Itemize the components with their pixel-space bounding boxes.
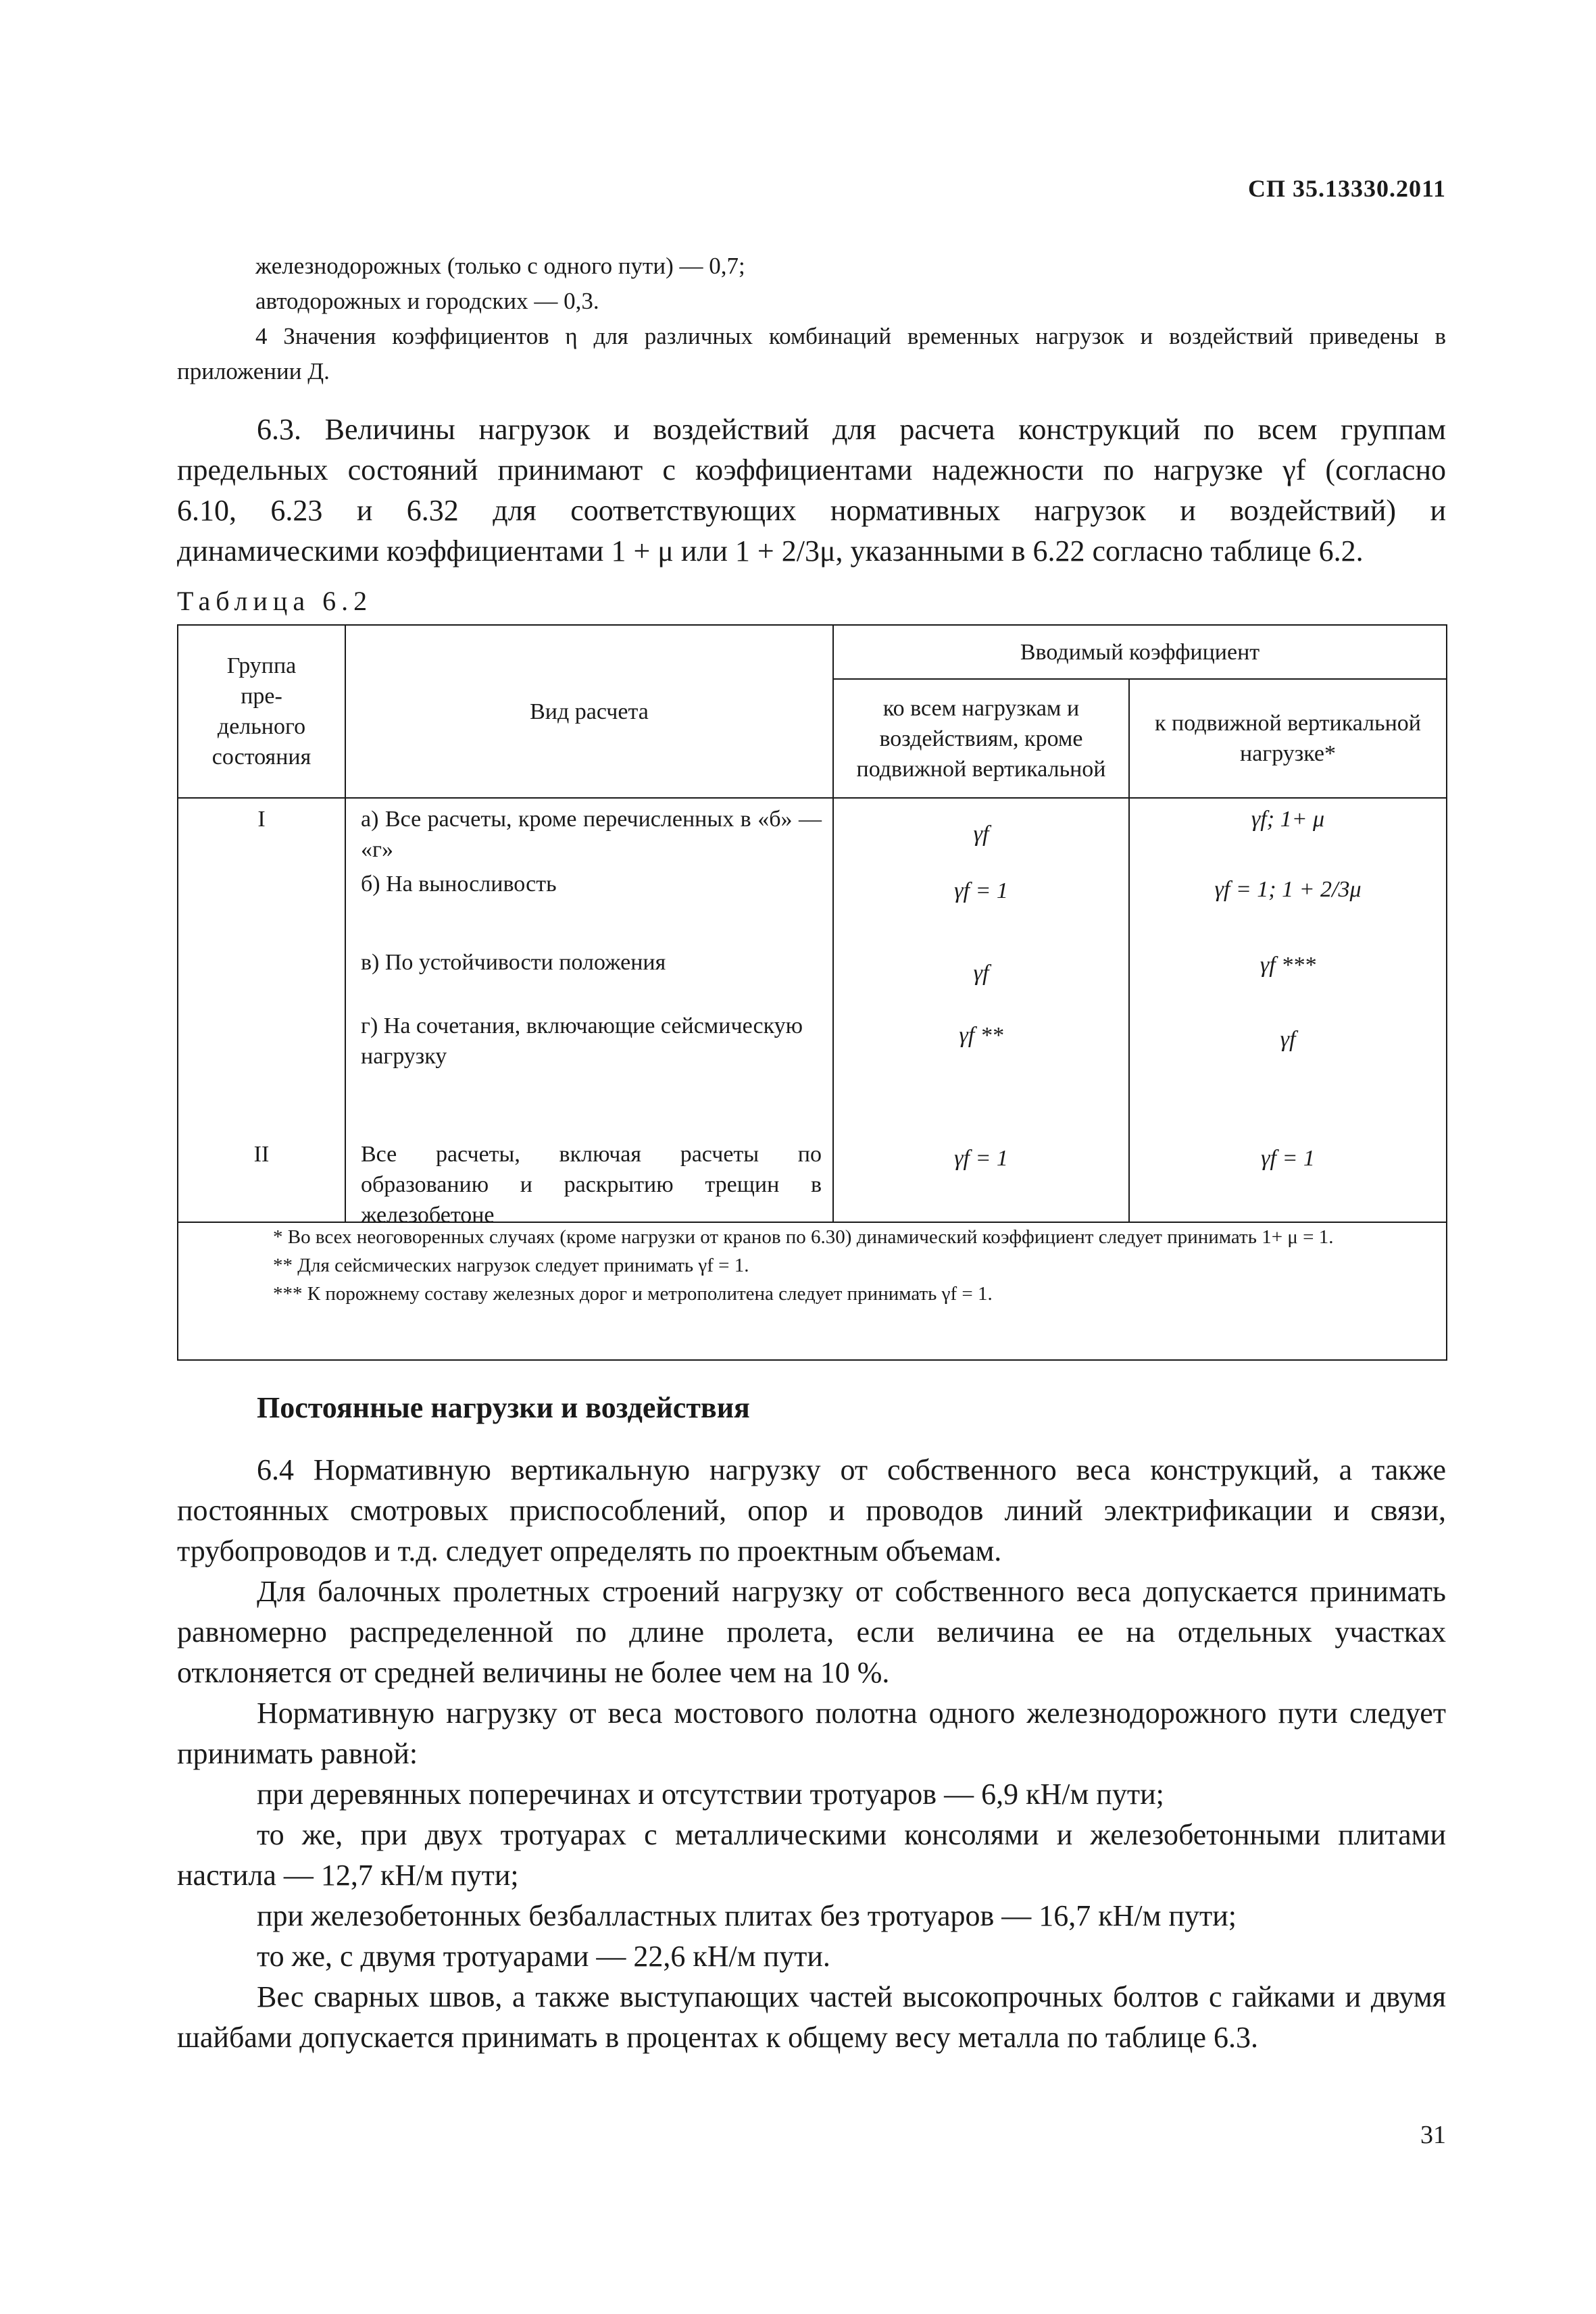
- calc-row: в) По устойчивости положения: [361, 950, 666, 975]
- notes-block: [255, 249, 1446, 319]
- header-all-loads: ко всем нагрузкам и воздействиям, кроме подвижной вертикальной: [833, 679, 1129, 798]
- para-6-3-line: предельных состояний принимают с коэффициентами надежности по нагрузке γf (согласно: [177, 453, 1446, 486]
- header-group: [178, 625, 345, 798]
- header-coefficient: Вводимый коэффициент: [833, 625, 1447, 679]
- table-footnotes: [178, 1222, 1447, 1360]
- paragraph-weld: Вес сварных швов, а также выступающих частей высокопрочных болтов с гайками и двумя шайбами допускается принимать в процентах к общему весу металла по таблице 6.3.: [177, 1980, 1446, 2054]
- deck-item: при деревянных поперечинах и отсутствии тротуаров — 6,9 кН/м пути;: [257, 1778, 1164, 1811]
- note-line-railway: железнодорожных (только с одного пути) — 0,7;: [255, 253, 745, 279]
- footnote-1: * Во всех неоговоренных случаях (кроме нагрузки от кранов по 6.30) динамический коэффициент следует принимать 1+ μ = 1.: [273, 1226, 1334, 1248]
- note-line-road: автодорожных и городских — 0,3.: [255, 288, 599, 314]
- header-group-line: Группа: [226, 653, 297, 678]
- paragraph-beam: Для балочных пролетных строений нагрузку от собственного веса допускается принимать равномерно распределенной по длине пролета, если величина ее на отдельных участках отклоняется от средней величины не более чем на 10 %.: [177, 1575, 1446, 1689]
- calc-row: а) Все расчеты, кроме перечисленных в «б» — «г»: [361, 807, 822, 862]
- deck-item: то же, при двух тротуарах с металлическими консолями и железобетонными плитами настила — 12,7 кН/м пути;: [177, 1818, 1446, 1892]
- coef-all: γf = 1: [954, 1146, 1008, 1171]
- header-group-line: пре-: [241, 684, 282, 709]
- coef-moving: γf ***: [1260, 953, 1316, 978]
- moving-load-cell: [1129, 798, 1447, 1222]
- deck-item: при железобетонных безбалластных плитах без тротуаров — 16,7 кН/м пути;: [257, 1899, 1237, 1932]
- paragraph-6-3: [177, 409, 1446, 572]
- coef-moving: γf = 1; 1 + 2/3μ: [1214, 877, 1362, 902]
- header-calc-type: Вид расчета: [345, 625, 833, 798]
- group-label: I: [257, 807, 266, 832]
- para-6-3-line: 6.3. Величины нагрузок и воздействий для расчета конструкций по всем группам: [257, 413, 1446, 446]
- footnote-2: ** Для сейсмических нагрузок следует принимать γf = 1.: [273, 1255, 749, 1276]
- calc-row: б) На выносливость: [361, 872, 557, 897]
- coef-all: γf = 1: [954, 878, 1008, 903]
- note-4: 4 Значения коэффициентов η для различных комбинаций временных нагрузок и воздействий приведены в приложении Д.: [177, 323, 1446, 384]
- calc-cell: [345, 798, 833, 1228]
- coef-all: γf: [973, 822, 989, 847]
- coef-all: γf: [973, 961, 989, 986]
- coef-moving: γf: [1280, 1027, 1296, 1052]
- para-6-3-line: динамическими коэффициентами 1 + μ или 1 + 2/3μ, указанными в 6.22 согласно таблице 6.2.: [177, 534, 1364, 568]
- coef-moving: γf; 1+ μ: [1251, 807, 1325, 832]
- header-group-line: дельного: [217, 714, 306, 739]
- group-label: II: [253, 1142, 270, 1167]
- coef-all: γf **: [959, 1023, 1003, 1048]
- para-6-3-line: 6.10, 6.23 и 6.32 для соответствующих нормативных нагрузок и воздействий) и: [177, 494, 1446, 527]
- paragraph-deck: Нормативную нагрузку от веса мостового полотна одного железнодорожного пути следует принимать равной:: [177, 1696, 1446, 1770]
- paragraph-6-4: 6.4 Нормативную вертикальную нагрузку от собственного веса конструкций, а также постоянных смотровых приспособлений, опор и проводов линий электрификации и связи, трубопроводов и т.д. следует определять по проектным объемам.: [177, 1453, 1446, 1567]
- deck-item: то же, с двумя тротуарами — 22,6 кН/м пути.: [257, 1940, 830, 1973]
- all-loads-cell: [833, 798, 1129, 1222]
- coef-moving: γf = 1: [1261, 1146, 1315, 1171]
- group-cell: [178, 798, 345, 1222]
- document-code: СП 35.13330.2011: [1247, 175, 1446, 202]
- page-number: 31: [1420, 2121, 1446, 2149]
- table-caption: Таблица 6.2: [177, 586, 373, 616]
- calc-row: Все расчеты, включая расчеты по образованию и раскрытию трещин в железобетоне: [361, 1142, 822, 1228]
- footnote-3: *** К порожнему составу железных дорог и метрополитена следует принимать γf = 1.: [273, 1283, 993, 1305]
- header-group-line: состояния: [211, 745, 311, 770]
- section-title: Постоянные нагрузки и воздействия: [257, 1391, 750, 1424]
- table-6-2: [177, 624, 1447, 1361]
- header-moving-load: к подвижной вертикальной нагрузке*: [1129, 679, 1447, 798]
- calc-row: г) На сочетания, включающие сейсмическую нагрузку: [361, 1013, 803, 1069]
- section-body: [177, 1450, 1446, 2058]
